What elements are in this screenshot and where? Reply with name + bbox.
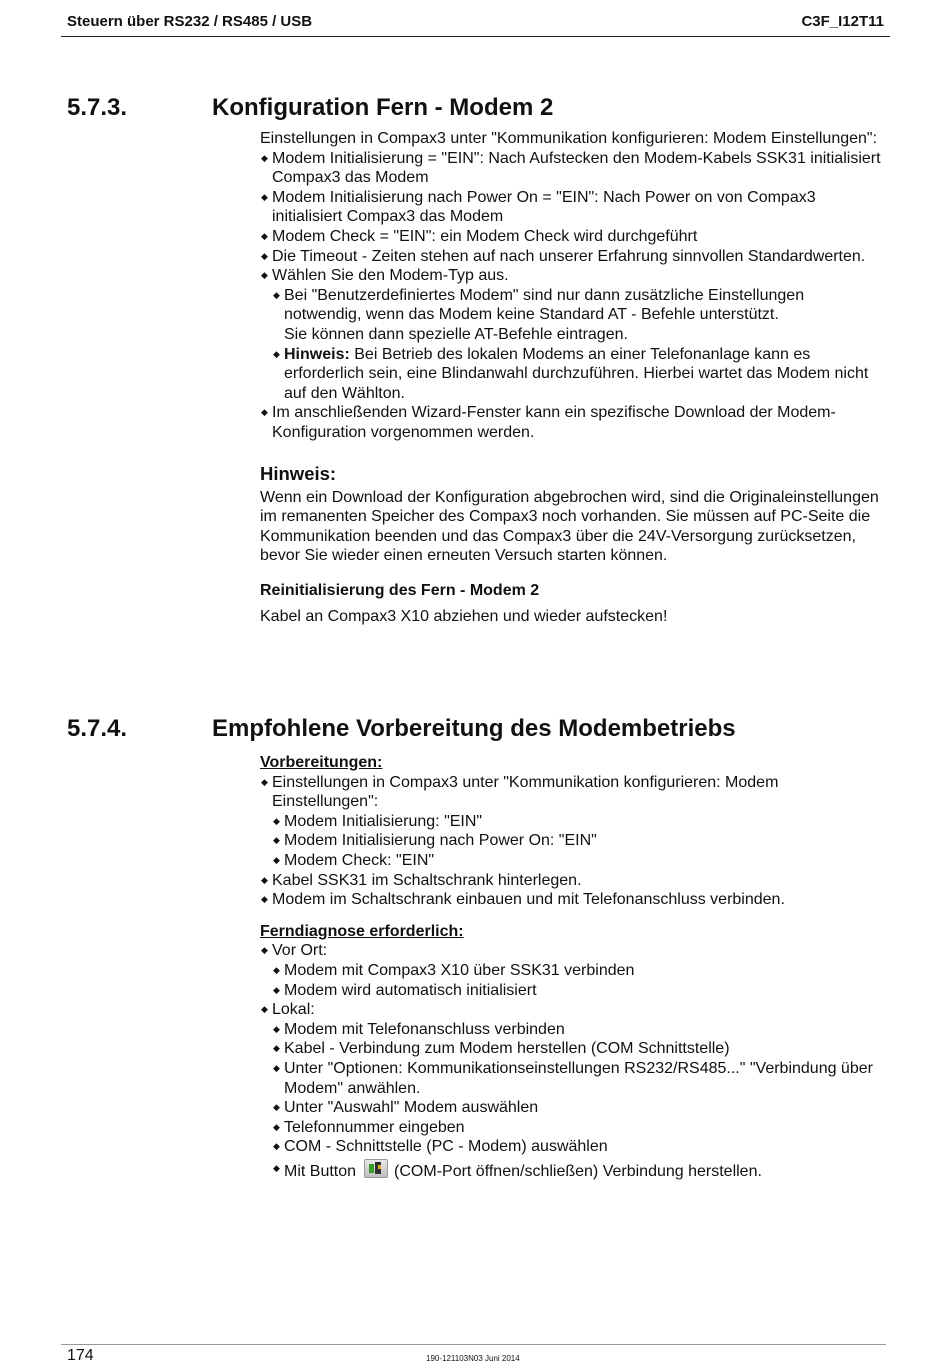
section-body-573 [260,129,885,627]
com-port-button-icon [364,1159,388,1178]
sub-list-item: ◆ Telefonnummer eingeben [273,1118,465,1136]
list-item: ◆ Die Timeout - Zeiten stehen auf nach unserer Erfahrung sinnvollen Standardwerten. [261,247,866,265]
page-header [61,10,890,37]
sub-list-item: ◆ Modem mit Telefonanschluss verbinden [273,1020,565,1038]
sub-list-item: ◆ COM - Schnittstelle (PC - Modem) auswählen [273,1138,608,1156]
header-title: Steuern über RS232 / RS485 / USB [67,13,313,30]
sub-list-item: ◆ Modem mit Compax3 X10 über SSK31 verbinden [273,961,635,979]
list-item: ◆ Im anschließenden Wizard-Fenster kann ein spezifische Download der Modem-Konfiguration vorgenommen werden. [261,404,836,441]
list-item: ◆ Kabel SSK31 im Schaltschrank hinterlegen. [261,871,582,889]
sub-list-item: ◆ Kabel - Verbindung zum Modem herstellen (COM Schnittstelle) [273,1040,730,1058]
list-item: ◆ Lokal: [261,1001,315,1019]
hint-text: Wenn ein Download der Konfiguration abgebrochen wird, sind die Originaleinstellungen im remanenten Speicher des Compax3 noch vorhanden. Sie müssen auf PC-Seite die Kommunikation beenden und das Compax3 über die 24V-Versorgung zurücksetzen, bevor Sie wieder einen erneuten Versuch starten können. [260,488,879,565]
list-item: ◆ Vor Ort: [261,942,328,960]
remote-heading: Ferndiagnose erforderlich: [260,922,464,940]
section-number: 5.7.4. [67,715,128,742]
section-body-574 [260,753,885,1181]
sub-list-item: ◆ Modem wird automatisch initialisiert [273,981,537,999]
sub-list-item: ◆ Modem Initialisierung nach Power On: "EIN" [273,832,597,850]
list-item: ◆ Modem Initialisierung = "EIN": Nach Aufstecken den Modem-Kabels SSK31 initialisiert Compax3 das Modem [261,149,881,187]
section-number: 5.7.3. [67,94,128,121]
list-item: ◆ Modem Initialisierung nach Power On = "EIN": Nach Power on von Compax3 initialisiert Compax3 das Modem [261,188,816,226]
list-item: ◆ Modem Check = "EIN": ein Modem Check wird durchgeführt [261,227,698,245]
sub-list-item: ◆ Modem Initialisierung: "EIN" [273,812,483,830]
sub-list-item: ◆ Bei "Benutzerdefiniertes Modem" sind nur dann zusätzliche Einstellungen notwendig, wenn das Modem keine Standard AT - Befehle unterstützt. Sie können dann spezielle AT-Befehle eintragen. [273,286,805,343]
reinit-text: Kabel an Compax3 X10 abziehen und wieder aufstecken! [260,608,668,626]
page-number: 174 [67,1347,94,1364]
sub-list-item: ◆ Unter "Optionen: Kommunikationseinstellungen RS232/RS485..." "Verbindung über Modem" anwählen. [273,1059,873,1097]
footer-divider [61,1344,886,1345]
intro-text: Einstellungen in Compax3 unter "Kommunikation konfigurieren: Modem Einstellungen": [260,130,878,147]
section-title: Empfohlene Vorbereitung des Modembetriebs [212,715,736,742]
footer-doc-number: 190-121103N03 Juni 2014 [426,1354,520,1363]
sub-list-item: ◆ Unter "Auswahl" Modem auswählen [273,1099,539,1117]
sub-list-item: ◆ Modem Check: "EIN" [273,851,435,869]
sub-list-item: ◆ Hinweis: Bei Betrieb des lokalen Modems an einer Telefonanlage kann es erforderlich sein, eine Blindanwahl durchzuführen. Hierbei wartet das Modem nicht auf den Wählton. [273,345,869,402]
prep-heading: Vorbereitungen: [260,754,383,771]
section-title: Konfiguration Fern - Modem 2 [212,94,554,121]
list-item: ◆ Einstellungen in Compax3 unter "Kommunikation konfigurieren: Modem Einstellungen": [261,773,779,811]
reinit-heading: Reinitialisierung des Fern - Modem 2 [260,581,540,599]
header-doc-id: C3F_I12T11 [801,13,884,30]
sub-list-item: ◆ Mit Button (COM-Port öffnen/schließen) Verbindung herstellen. [260,1159,885,1182]
hint-heading: Hinweis: [260,462,337,484]
list-item: ◆ Wählen Sie den Modem-Typ aus. [261,267,509,285]
list-item: ◆ Modem im Schaltschrank einbauen und mit Telefonanschluss verbinden. [261,891,785,909]
